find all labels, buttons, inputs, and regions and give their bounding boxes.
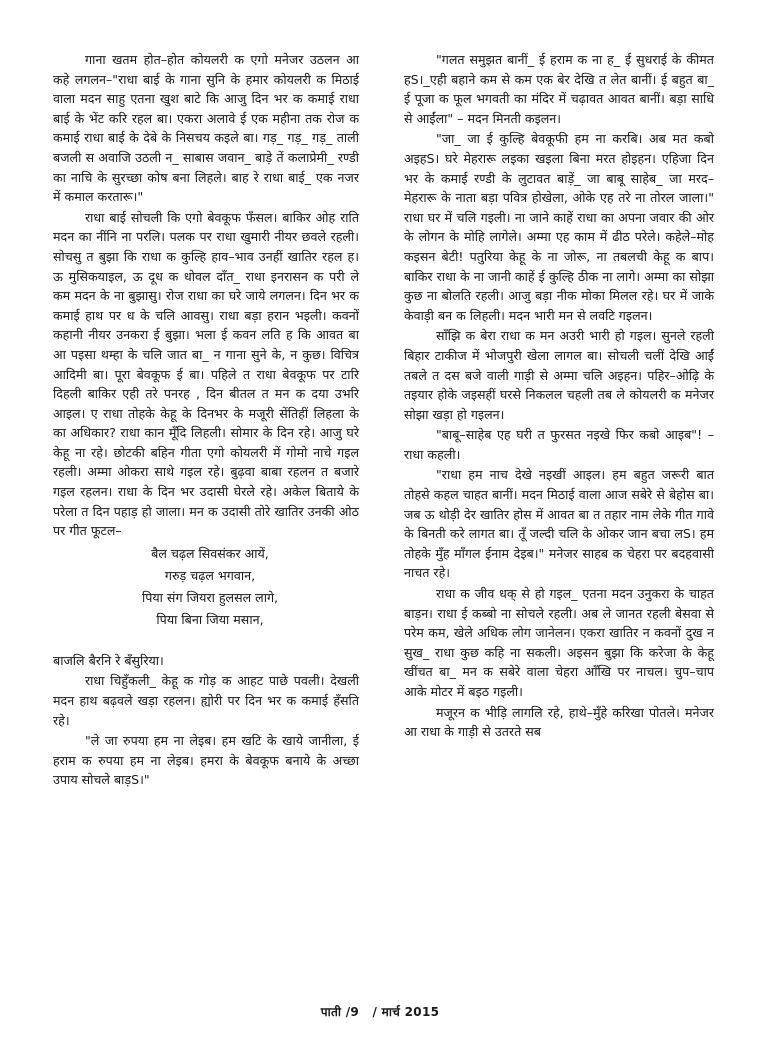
- paragraph: "जा_ जा ई कुल्हि बेवकूफी हम ना करबि। अब मत कबो अइहS। घरे मेहरारू लइका खइला बिना मरत होइहन। एहिजा दिन भर के कमाई रण्डी के लुटावत बाड़ें_ जा बाबू साहेब_ जा मरद–मेहरारू के नाता बड़ा पवित्र होखेला, ओके एह तरे ना तोरल जाला।" राधा घर में चलि गइली। ना जाने काहें राधा का अपना जवार की ओर के लोगन के मोहि लागेले। अम्मा एह काम में ढीठ परेले। कहेले–मोह कइसन बेटी! पतुरिया केहू के ना जोरू, ना तबलची केहू क बाप। बाकिर राधा के ना जानी काहें ई कुल्हि ठीक ना लागे। अम्मा का सोझा कुछ ना बोलति रहली। आजु बड़ा नीक मोका मिलल रहे। घर में जाके केवाड़ी बन क लिहली। मदन भारी मन से लवटि गइलन।: [404, 131, 714, 323]
- paragraph: "बाबू–साहेब एह घरी त फुरसत नइखे फिर कबो आइब"! – राधा कहली।: [404, 427, 714, 462]
- poem-line: पिया बिना जिया मसान,: [156, 611, 264, 627]
- page-footer: [0, 1003, 760, 1020]
- paragraph: राधा बाई सोचली कि एगो बेवकूफ फँसल। बाकिर ओह राति मदन का नींनि ना परलि। पलक पर राधा खुमारी नीयर छवले रहली। सोचसु त बुझा कि राधा क कुल्हि हाव–भाव उनहीं खातिर रहल ह। ऊ मुसिकयाइल, ऊ दूध क धोवल दाँत_ राधा इनरासन क परी ले कम मदन के ना बुझासु। रोज राधा का घरे जाये लगलन। दिन भर क कमाई हाथ पर ध के चलि आवसु। राधा बड़ा हरान भइली। कवनों कहानी नीयर उनकरा ई बुझा। भला ई कवन लति ह कि आवत बा आ पइसा थम्हा के चलि जात बा_ न गाना सुने के, न कुछ। विचित्र आदिमी बा। पूरा बेवकूफ ई बा। पहिले त राधा बेवकूफ पर टारि दिहली बाकिर एही तरे पनरह , दिन बीतल त मन क दया उभरि आइल। ए राधा तोहके केहू के दिनभर के मजूरी सेंतिहीं लिहला के का अधिकार? राधा कान मूँदि लिहली। सोमार के दिन रहे। आजु घरे केहू ना रहे। छोटकी बहिन गीता एगो कोयलरी में गोमो नाचे गइल रहली। अम्मा ओकरा साथे गइल रहे। बुढ़वा बाबा रहलन त बजारे गइल रहलन। राधा के दिन भर उदासी घेरले रहे। अकेल बिताये के परेला त दिन पहाड़ हो जाला। मन क उदासी तोरे खातिर उनकी ओठ पर गीत फूटल–: [53, 209, 360, 539]
- left-column: [53, 50, 359, 791]
- paragraph: साँझि क बेरा राधा क मन अउरी भारी हो गइल। सुनले रहली बिहार टाकीज में भोजपुरी खेला लागल बा। सोचली चलीं देखि आईं तबले त दस बजे वाली गाड़ी से अम्मा चलि अइहन। पहिर–ओढ़ि के तइयार होके जइसहीं घरसे निकलल चहली तब ले कोयलरी क मनेजर सोझा खड़ा हो गइलन।: [404, 328, 714, 422]
- paragraph: बाजलि बैरनि रे बँसुरिया।: [53, 652, 164, 668]
- poem-line: गरुड़ चढ़ल भगवान,: [164, 567, 256, 583]
- paragraph: "राधा हम नाच देखे नइखीं आइल। हम बहुत जरूरी बात तोहसे कहल चाहत बानीं। मदन मिठाई वाला आज सबेरे से बेहोस बा। जब ऊ थोड़ी देर खातिर होस में आवत बा त तहार नाम लेके गीत गावे के बिनती करे लागत बा। तूँ जल्दी चलि के ओकर जान बचा लS। हम तोहके मुँह माँगल ईनाम देइब।" मनेजर साहब क चेहरा पर बदहवासी नाचत रहे।: [404, 467, 714, 581]
- paragraph: मजूरन क भीड़ि लागलि रहे, हाथे–मुँहे करिखा पोतले। मनेजर आ राधा के गाड़ी से उतरते सब: [404, 704, 714, 740]
- poem-verse: [53, 543, 359, 631]
- page-number: /9: [345, 1005, 360, 1019]
- poem-line: बैल चढ़ल सिवसंकर आयें,: [151, 545, 269, 561]
- paragraph: राधा क जीव धक् से हो गइल_ एतना मदन उनुकरा के चाहत बाड़न। राधा ई कब्बो ना सोचले रहली। अब ले जानत रहली बेसवा से परेम कम, खेले अधिक लोग जानेलन। एकरा खातिर न कवनों दुख न सुख_ राधा कुछ कहि ना सकली। अइसन बुझा कि करेजा के केहू खींचत बा_ मन क सबेरे वाला चेहरा आँखि पर नाचल। चुप–चाप आके मोटर में बइठ गइली।: [404, 586, 714, 699]
- issue-date: / मार्च 2015: [372, 1005, 440, 1019]
- magazine-name: पाती: [320, 1005, 342, 1019]
- poem-line: पिया संग जियरा हुलसल लागे,: [141, 589, 279, 605]
- paragraph: राधा चिहुँकली_ केहू क गोड़ क आहट पाछे पवली। देखली मदन हाथ बढ़वले खड़ा रहलन। ह्योरी पर दिन भर क कमाई हँसति रहे।: [53, 673, 359, 728]
- paragraph: "गलत समुझत बानीं_ ई हराम क ना ह_ ई सुधराई के कीमत हS।_एही बहाने कम से कम एक बेर देखि त लेत बानीं। ई बहुत बा_ ई पूजा क फूल भगवती का मंदिर में चढ़ावत आवत बानीं। बड़ा साधि से आईंला" – मदन मिनती कइलन।: [404, 52, 714, 126]
- paragraph: "ले जा रुपया हम ना लेइब। हम खटि के खाये जानीला, ई हराम क रुपया हम ना लेइब। हमरा के बेवकूफ बनाये के अच्छा उपाय सोचले बाड़S।": [53, 733, 359, 788]
- right-column: [404, 50, 714, 743]
- paragraph: गाना खतम होत–होत कोयलरी क एगो मनेजर उठलन आ कहे लगलन–"राधा बाई के गाना सुनि के हमार कोयलरी क मिठाई वाला मदन साहु एतना खुश बाटे कि आजु दिन भर क कमाई राधा बाई के भेंट करि रहल बा। एकरा अलावे ई एक महीना तक रोज क कमाई राधा बाई के देबे के निसचय कइले बा। गड़_ गड़_ गड़_ ताली बजली स अवाजि उठली न_ साबास जवान_ बाड़े तें कलाप्रेमी_ रण्डी का नाचि के सुरच्छा कोष बना लिहले। बाह रे राधा बाई_ एक नजर में कमाल करतारू।": [53, 52, 359, 205]
